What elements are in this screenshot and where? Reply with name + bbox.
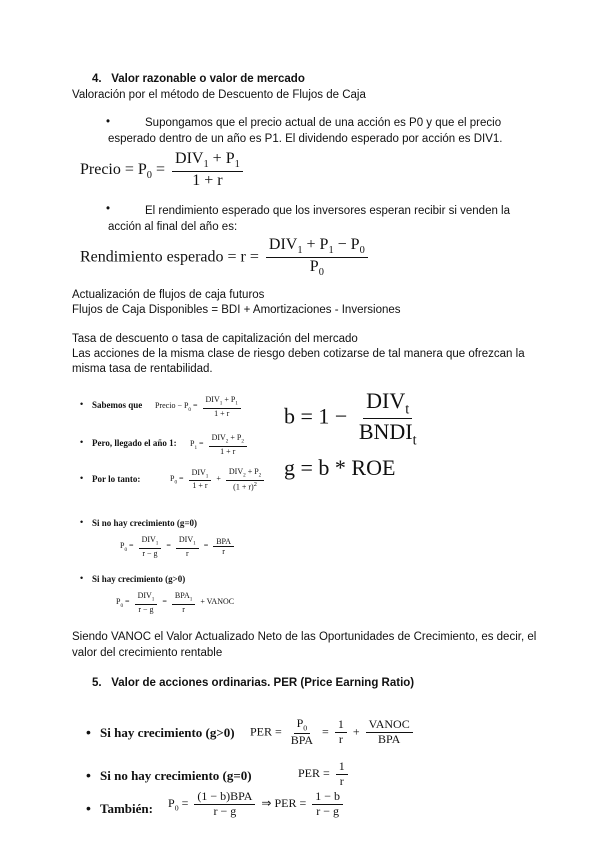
formula-sabemos: Precio − $P_0$ = $\frac{DIV_1 + P_1}{1 + r}$ [155,395,244,418]
label-crecimiento: Si hay crecimiento (g>0) [92,574,186,584]
per-item-crecimiento-label: Si hay crecimiento (g>0) [100,725,235,740]
label-sabemos: Sabemos que [92,400,143,410]
bullet-1-line-2: esperado dentro de un año es P1. El dividendo esperado por acción es DIV1. [108,133,503,145]
bullet-dot: • [80,573,84,583]
formula-crecimiento: $P_0$ = $\frac{DIV_1}{r - g}$ = $\frac{BPA_1}{r}$ + VANOC [116,591,235,614]
discount-rate-title: Tasa de descuento o tasa de capitalización del mercado [72,333,358,345]
equation-b: b = 1 − $\frac{DIV_t}{BNDI_t}$ [284,388,417,449]
per-item-tambien-label: También: [100,801,153,816]
label-pero: Pero, llegado el año 1: [92,438,177,448]
bullet-dot: • [86,724,91,740]
section-4-number: 4. [92,73,102,85]
bullet-2-line-1: El rendimiento esperado que los inversores esperan recibir si venden la [145,205,511,217]
bullet-dot: • [86,767,91,783]
bullet-dot: • [80,473,84,483]
per-item-no-crecimiento-label: Si no hay crecimiento (g=0) [100,768,252,783]
bullet-2-line-2: acción al final del año es: [108,221,238,233]
label-portanto: Por lo tanto: [92,474,141,484]
bullet-dot: • [106,116,111,128]
per-formula-crecimiento: PER = $\frac{P_0}{\text{BPA}}$ = $\frac{1}{r}$ + $\frac{\text{VANOC}}{\text{BPA}}$ [250,717,416,748]
equation-expected-return: Rendimiento esperado = r = $\frac{DIV_1 + P_1 - P_0}{P_0}$ [80,236,371,279]
cash-flow-formula: Flujos de Caja Disponibles = BDI + Amortizaciones - Inversiones [72,304,401,316]
formula-no-crecimiento: $P_0$ = $\frac{DIV_1}{r - g}$ = $\frac{DIV_1}{r}$ = $\frac{\text{BPA}}{r}$ [120,535,237,558]
cash-flow-title: Actualización de flujos de caja futuros [72,289,265,301]
section-5-heading [92,677,414,689]
bullet-dot: • [106,203,111,215]
per-formula-no-crecimiento: PER = $\frac{1}{r}$ [298,760,351,789]
bullet-dot: • [80,437,84,447]
label-no-crecimiento: Si no hay crecimiento (g=0) [92,518,197,528]
discount-rate-line-2: misma tasa de rentabilidad. [72,363,213,375]
bullet-1-line-1: Supongamos que el precio actual de una acción es P0 y que el precio [145,117,502,129]
section-4-subtitle: Valoración por el método de Descuento de Flujos de Caja [72,89,366,101]
bullet-dot: • [80,399,84,409]
vanoc-line-1: Siendo VANOC el Valor Actualizado Neto de las Oportunidades de Crecimiento, es decir, el [72,631,537,643]
section-5-title: Valor de acciones ordinarias. PER (Price Earning Ratio) [111,677,415,689]
section-4-heading [92,73,305,85]
section-5-number: 5. [92,677,102,689]
per-formula-tambien: $P_0$ = $\frac{\text{(1 − b)BPA}}{r - g}$ ⇒ PER = $\frac{1 - b}{r - g}$ [168,790,346,819]
discount-rate-line-1: Las acciones de la misma clase de riesgo deben cotizarse de tal manera que ofrezcan la [72,348,525,360]
section-4-title: Valor razonable o valor de mercado [111,73,305,85]
formula-portanto: $P_0$ = $\frac{DIV_1}{1 + r}$ + $\frac{DIV_2 + P_2}{(1 + r)^2}$ [170,467,267,491]
formula-pero: $P_1$ = $\frac{DIV_2 + P_2}{1 + r}$ [190,433,250,456]
bullet-dot: • [80,517,84,527]
vanoc-line-2: valor del crecimiento rentable [72,647,223,659]
bullet-dot: • [86,800,91,816]
equation-price: Precio = $P_0$ = $\frac{DIV_1 + P_1}{1 + r}$ [80,150,246,191]
equation-g: g = b * ROE [284,455,396,480]
pasted-formula-block [80,395,280,625]
